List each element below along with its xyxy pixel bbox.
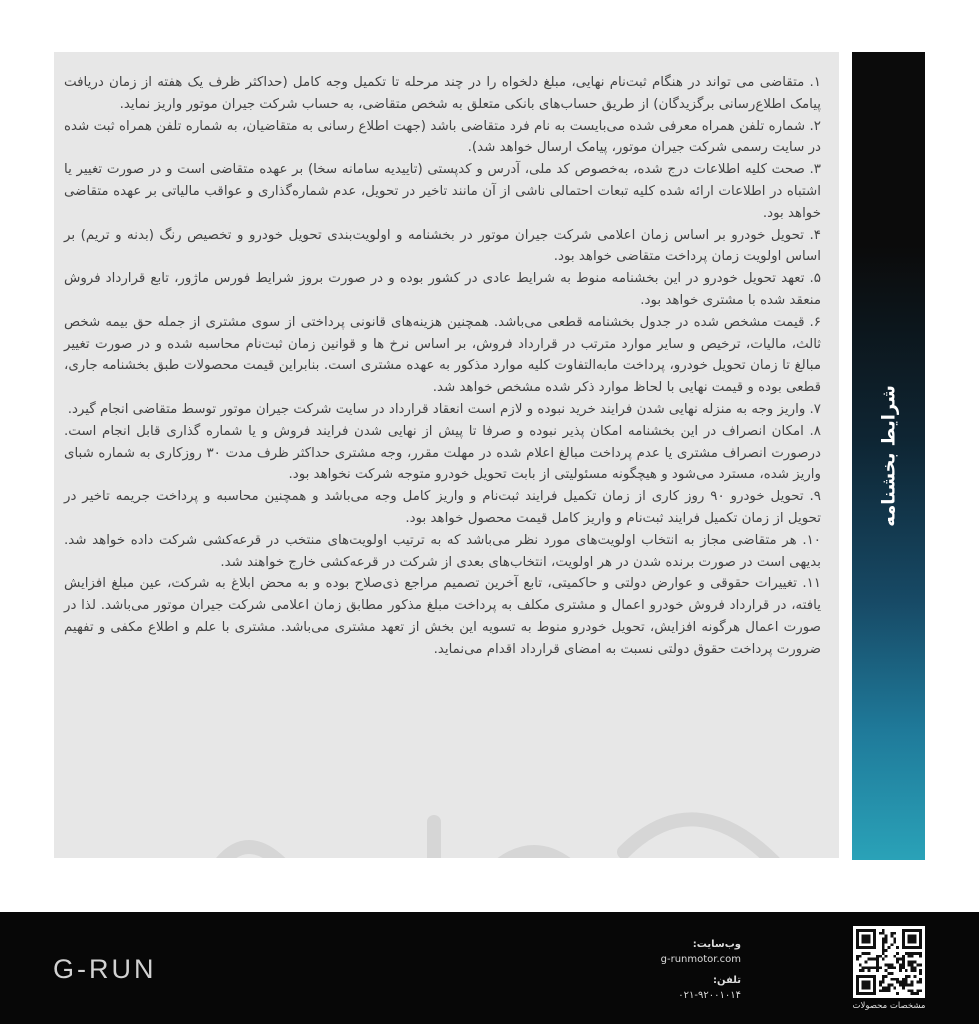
phone-number[interactable]: ۰۲۱-۹۲۰۰۱۰۱۴ bbox=[678, 990, 741, 1001]
qr-code-icon[interactable] bbox=[853, 926, 925, 998]
brand-watermark bbox=[174, 742, 814, 858]
terms-panel bbox=[54, 52, 839, 858]
term-item: ۴. تحویل خودرو بر اساس زمان اعلامی شرکت جیران موتور در بخشنامه و اولویت‌بندی تحویل خودرو و تخصیص رنگ (بدنه و تریم) بر اساس اولویت زمان پرداخت متقاضی خواهد بود. bbox=[64, 227, 821, 265]
term-item: ۶. قیمت مشخص شده در جدول بخشنامه قطعی می‌باشد. همچنین هزینه‌های قانونی پرداختی از سوی مشتری از جمله حق بیمه شخص ثالث، مالیات، ترخیص و سایر موارد مترتب در قرارداد فروش، بر اساس نرخ ها و قوانین زمان ثبت‌نام محاسبه شده و در صورت تغییر مبالغ تا زمان تحویل خودرو، پرداخت مابه‌التفاوت کلیه موارد مذکور به عهده مشتری است. بنابراین قیمت محصولات طبق بخشنامه جاری، قطعی بوده و قیمت نهایی با لحاظ موارد ذکر شده مشخص خواهد شد. bbox=[64, 314, 821, 396]
term-item: ۸. امکان انصراف در این بخشنامه امکان پذیر نبوده و صرفا تا پیش از نهایی شدن فرایند فروش و یا شماره گذاری قابل انجام است. درصورت انصراف مشتری یا عدم پرداخت مبالغ اعلام شده در مهلت مقرر، وجه مشتری حداکثر ظرف مدت ۳۰ روزکاری به شماره شبای واریز شده، مسترد می‌شود و هیچگونه مسئولیتی از بابت تحویل خودرو متوجه شرکت نخواهد بود. bbox=[64, 423, 821, 483]
term-item: ۹. تحویل خودرو ۹۰ روز کاری از زمان تکمیل فرایند ثبت‌نام و واریز کامل وجه می‌باشد و همچنین محاسبه و پرداخت جریمه تاخیر در تحویل از زمان تکمیل فرایند ثبت‌نام و واریز کامل قیمت محصول خواهد بود. bbox=[64, 489, 821, 526]
terms-list bbox=[64, 72, 821, 661]
section-sidebar bbox=[852, 52, 925, 860]
contact-info bbox=[661, 938, 741, 1004]
term-item: ۱. متقاضی می تواند در هنگام ثبت‌نام نهایی، مبلغ دلخواه را در چند مرحله تا تکمیل وجه کامل (حداکثر ظرف یک هفته از زمان دریافت پیامک اطلاع‌رسانی برگزیدگان) از طریق حساب‌های بانکی متعلق به شخص متقاضی، به حساب شرکت جیران موتور واریز نماید. bbox=[64, 75, 821, 112]
website-label: وب‌سایت: bbox=[692, 939, 741, 950]
term-item: ۱۱. تغییرات حقوقی و عوارض دولتی و حاکمیتی، تابع آخرین تصمیم مراجع ذی‌صلاح بوده و به محض ابلاغ به شرکت، عین مبلغ افزایش یافته، در قرارداد فروش خودرو اعمال و مشتری مکلف به پرداخت مبلغ مذکور مطابق زمان اعلامی شرکت جیران موتور می‌باشد. لذا در صورت اعمال هرگونه افزایش، تحویل خودرو منوط به تسویه این بخش از تعهد مشتری می‌باشد. مشتری با علم و اطلاع مکفی و تفهیم ضرورت پرداخت حقوق دولتی نسبت به امضای قرارداد اقدام می‌نماید. bbox=[64, 576, 821, 657]
term-item: ۵. تعهد تحویل خودرو در این بخشنامه منوط به شرایط عادی در کشور بوده و در صورت بروز شرایط فورس ماژور، تابع قرارداد فروش منعقد شده با مشتری خواهد بود. bbox=[64, 271, 821, 308]
section-title: شرایط بخشنامه bbox=[878, 385, 899, 527]
qr-caption: مشخصات محصولات bbox=[852, 1001, 926, 1011]
term-item: ۲. شماره تلفن همراه معرفی شده می‌بایست به نام فرد متقاضی باشد (جهت اطلاع رسانی به متقاضیان، به شماره تلفن همراه ثبت شده در سایت رسمی شرکت جیران موتور، پیامک ارسال خواهد شد). bbox=[64, 118, 821, 156]
phone-label: تلفن: bbox=[712, 975, 741, 986]
term-item: ۱۰. هر متقاضی مجاز به انتخاب اولویت‌های مورد نظر می‌باشد که به ترتیب اولویت‌های منتخب در قرعه‌کشی شرکت داده خواهد شد. بدیهی است در صورت برنده شدن در هر اولویت، انتخاب‌های بعدی از شرکت در قرعه‌کشی خارج خواهند شد. bbox=[64, 532, 821, 570]
term-item: ۷. واریز وجه به منزله نهایی شدن فرایند خرید نبوده و لازم است انعقاد قرارداد در سایت شرکت جیران موتور توسط متقاضی انجام گیرد. bbox=[67, 401, 821, 417]
term-item: ۳. صحت کلیه اطلاعات درج شده، به‌خصوص کد ملی، آدرس و کدپستی (تاییدیه سامانه سخا) بر عهده متقاضی است و در صورت تغییر یا اشتباه در اطلاعات ارائه شده کلیه تبعات احتمالی ناشی از آن مانند تاخیر در تحویل، عدم شماره‌گذاری و عواقب مالیاتی بر عهده متقاضی خواهد بود. bbox=[64, 162, 821, 221]
website-link[interactable]: g-runmotor.com bbox=[660, 954, 741, 965]
brand-logo: G-RUN bbox=[53, 954, 157, 984]
